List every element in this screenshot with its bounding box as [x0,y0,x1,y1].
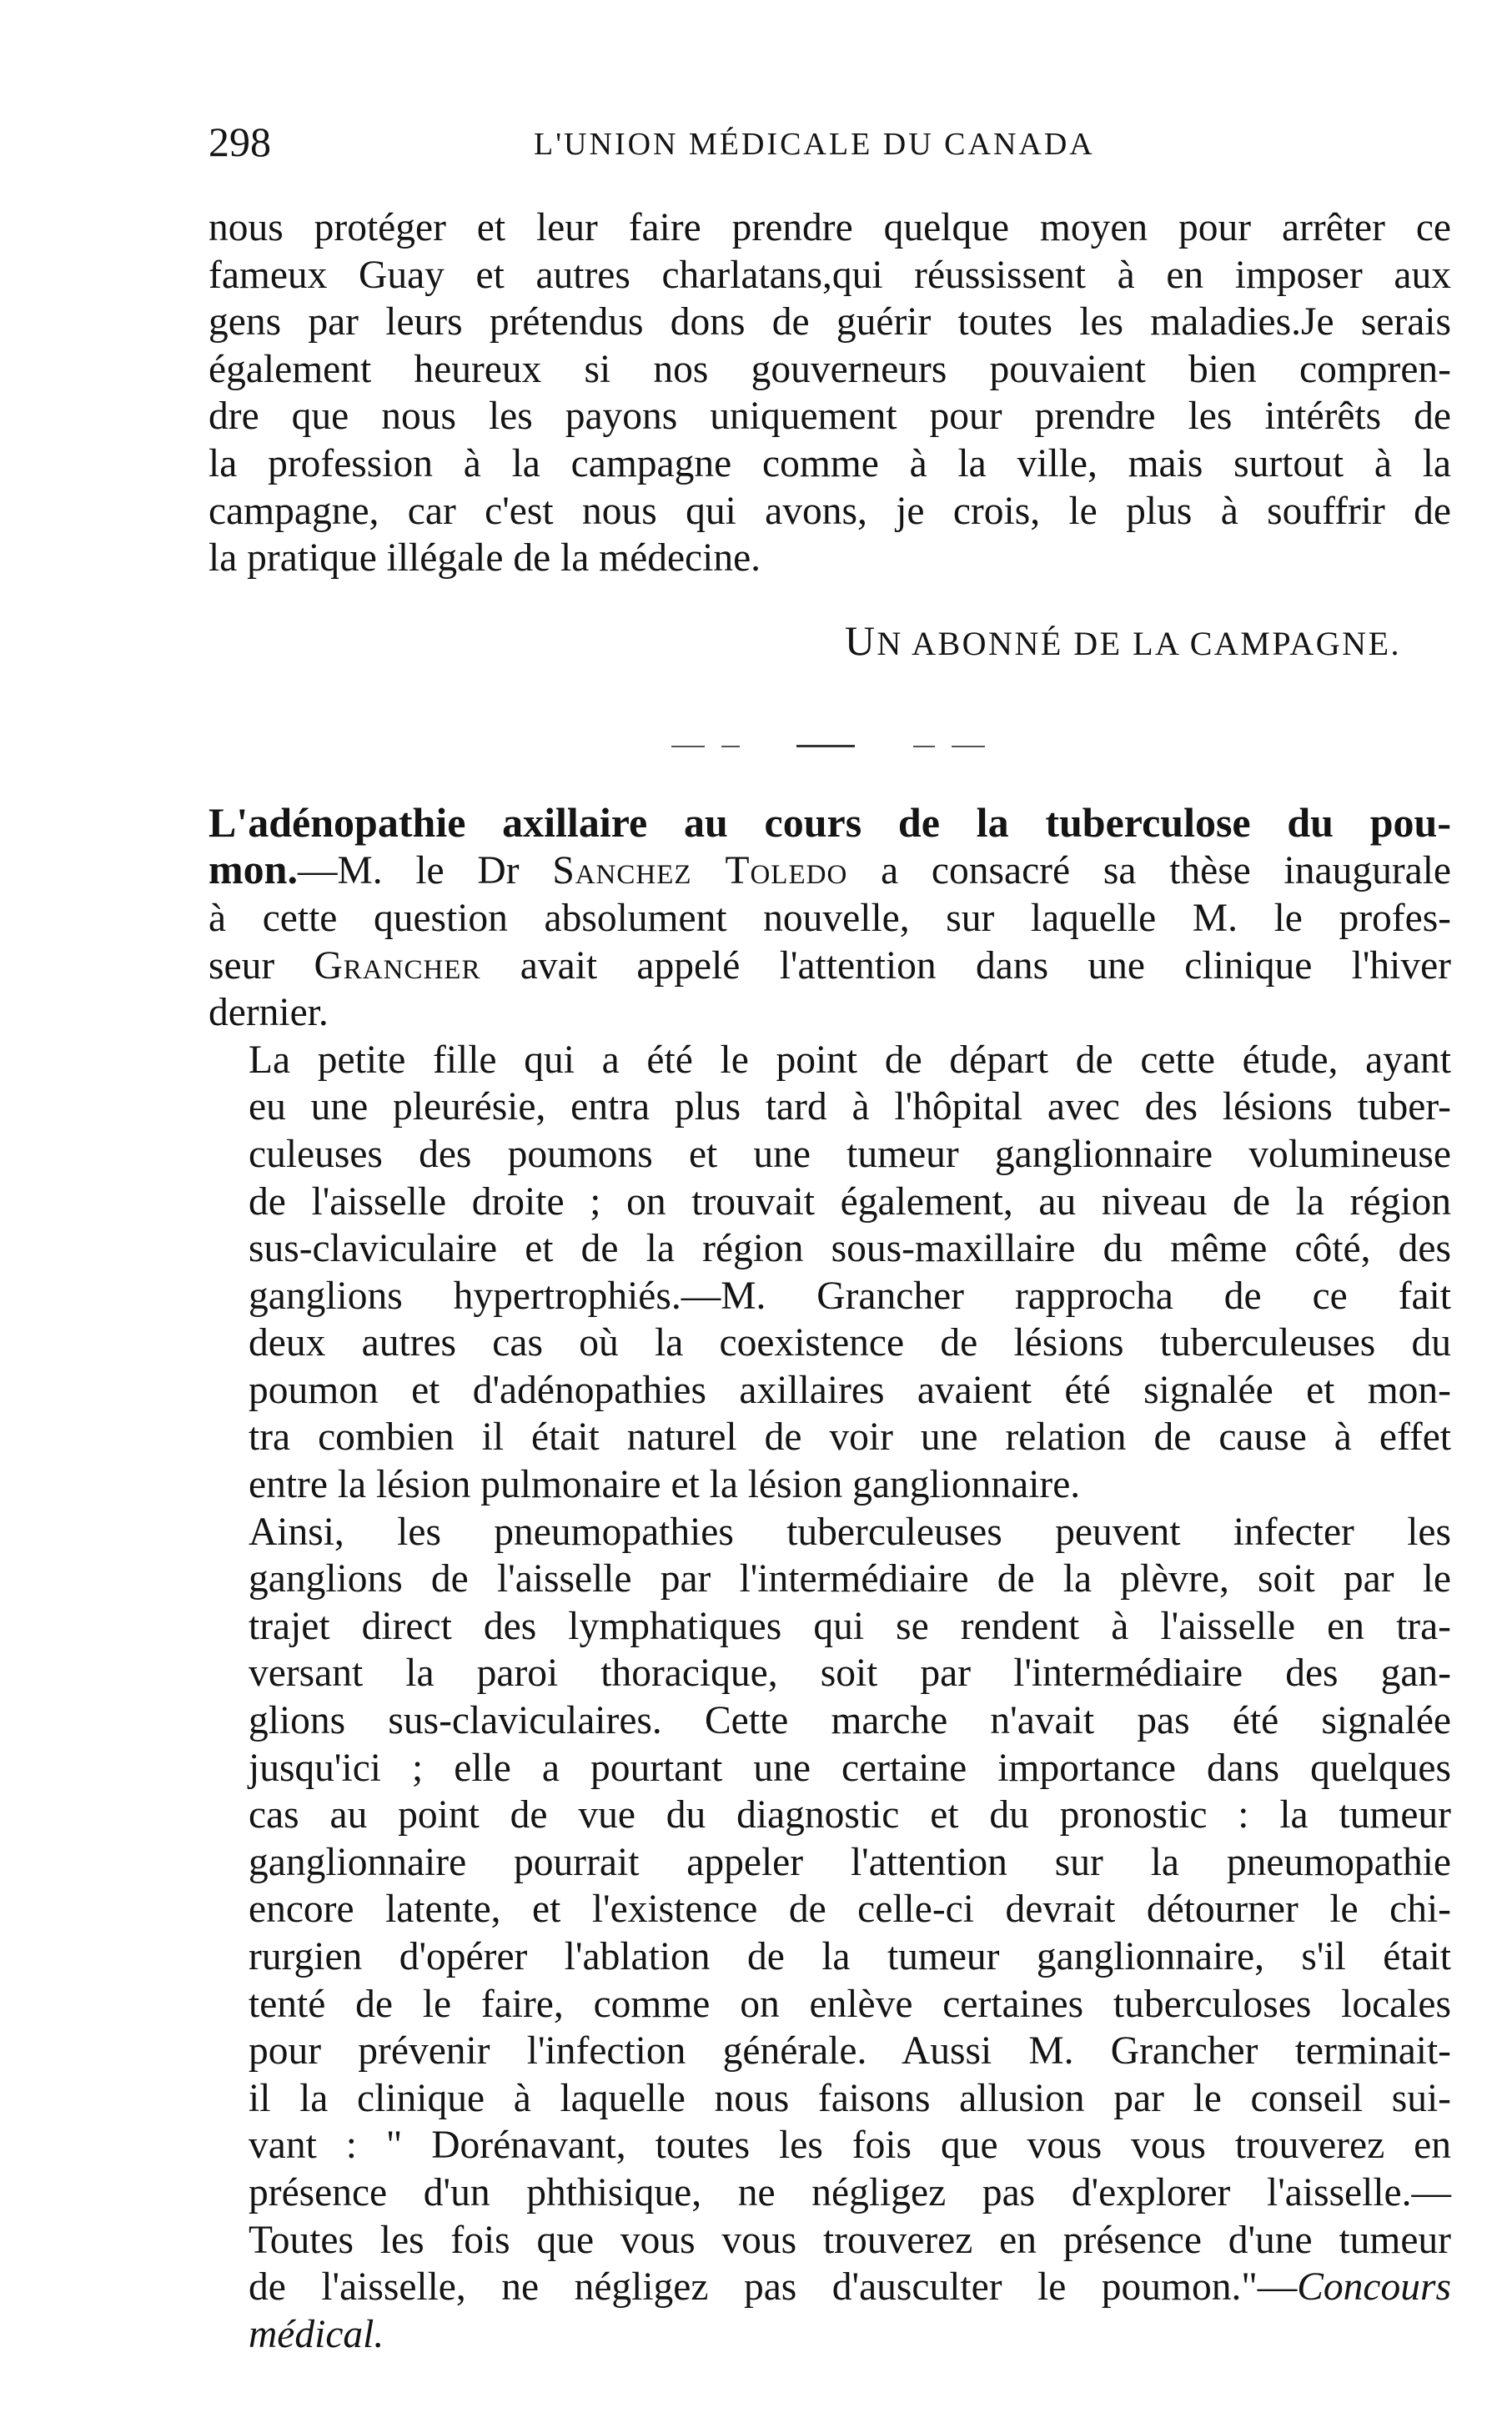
text-line: la profession à la campagne comme à la ville, mais surtout à la [208,441,1451,485]
section-separator [671,744,988,749]
page-number: 298 [208,118,271,165]
signature-initial: U [844,616,877,664]
text-line: encore latente, et l'existence de celle-ci devrait détourner le chi- [249,1888,1451,1932]
text-line: vant : " Dorénavant, toutes les fois que vous vous trouverez en [249,2124,1451,2168]
text-line: poumon et d'adénopathies axillaires avaient été signalée et mon- [249,1368,1451,1412]
text-line: eu une pleurésie, entra plus tard à l'hôpital avec des lésions tuber- [249,1085,1451,1129]
running-head [208,117,1451,175]
text-line: la pratique illégale de la médecine. [208,536,761,581]
separator-dash [913,746,935,747]
text-line: deux autres cas où la coexistence de lésions tuberculeuses du [249,1321,1451,1365]
text-line: La petite fille qui a été le point de départ de cette étude, ayant [249,1038,1451,1082]
text-segment: de l'aisselle, ne négligez pas d'ausculter le poumon."— [249,2265,1298,2310]
text-line: versant la paroi thoracique, soit par l'intermédiaire des gan- [249,1651,1451,1696]
source-citation-end: médical. [249,2312,384,2356]
text-line: également heureux si nos gouverneurs pouvaient bien compren- [208,347,1451,391]
article-paragraph-2 [208,1037,1451,1509]
text-line: rurgien d'opérer l'ablation de la tumeur ganglionnaire, s'il était [249,1935,1451,1978]
text-line: nous protéger et leur faire prendre quelque moyen pour arrêter ce [208,206,1451,249]
letter-paragraph [208,204,1451,582]
text-line: fameux Guay et autres charlatans,qui réussissent à en imposer aux [208,253,1451,297]
text-line: trajet direct des lymphatiques qui se rendent à l'aisselle en tra- [249,1604,1451,1648]
article-paragraph-1 [208,799,1451,1037]
text-line [208,846,1451,895]
text-line: ganglions hypertrophiés.—M. Grancher rapprocha de ce fait [249,1274,1451,1318]
text-line: culeuses des poumons et une tumeur ganglionnaire volumineuse [249,1132,1451,1176]
text-line: gens par leurs prétendus dons de guérir toutes les maladies.Je serais [208,300,1451,344]
article-title: L'adénopathie axillaire au cours de la tuberculose du pou- [208,798,1451,846]
text-line: présence d'un phthisique, ne négligez pas d'explorer l'aisselle.— [249,2170,1451,2214]
source-citation: Concours [1297,2265,1451,2310]
journal-title: L'UNION MÉDICALE DU CANADA [534,127,1095,162]
text-line: Toutes les fois que vous vous trouverez en présence d'une tumeur [249,2218,1451,2262]
separator-dash [671,746,705,747]
text-line: tenté de le faire, comme on enlève certaines tuberculoses locales [249,1982,1451,2026]
separator-dash [721,746,740,747]
text-line: ganglions de l'aisselle par l'intermédiaire de la plèvre, soit par le [249,1557,1451,1601]
text-line: Ainsi, les pneumopathies tuberculeuses peuvent infecter les [249,1510,1451,1554]
text-line: cas au point de vue du diagnostic et du pronostic : la tumeur [249,1793,1451,1837]
text-line: glions sus-claviculaires. Cette marche n'avait pas été signalée [249,1699,1451,1743]
text-line: sus-claviculaire et de la région sous-maxillaire du même côté, des [249,1227,1451,1271]
text-line: dre que nous les payons uniquement pour prendre les intérêts de [208,395,1451,439]
text-line [208,2264,1451,2311]
text-column [208,204,1451,2358]
separator-dash [952,746,985,747]
text-line: entre la lésion pulmonaire et la lésion ganglionnaire. [249,1463,1081,1507]
signature-text: N ABONNÉ DE LA CAMPAGNE. [877,624,1401,662]
text-line: pour prévenir l'infection générale. Aussi M. Grancher terminait- [249,2029,1451,2074]
separator-dash [796,745,855,747]
text-line: ganglionnaire pourrait appeler l'attention sur la pneumopathie [249,1840,1451,1884]
text-line: tra combien il était naturel de voir une relation de cause à effet [249,1415,1451,1460]
article-title-end: mon. [208,846,298,893]
article-paragraph-3 [208,1509,1451,2359]
text-line: à cette question absolument nouvelle, sur laquelle M. le profes- [208,896,1451,940]
text-line: seur Grancher avait appelé l'attention dans une clinique l'hiver [208,943,1451,988]
text-line: il la clinique à laquelle nous faisons allusion par le conseil sui- [249,2076,1451,2120]
article-lead: —M. le Dr Sanchez Toledo a consacré sa thèse inaugurale [297,849,1452,893]
letter-signature [208,617,1401,667]
text-line: dernier. [208,991,329,1035]
text-line: jusqu'ici ; elle a pourtant une certaine importance dans quelques [249,1746,1451,1790]
text-line: campagne, car c'est nous qui avons, je crois, le plus à souffrir de [208,489,1451,533]
text-line: de l'aisselle droite ; on trouvait également, au niveau de la région [249,1179,1451,1224]
